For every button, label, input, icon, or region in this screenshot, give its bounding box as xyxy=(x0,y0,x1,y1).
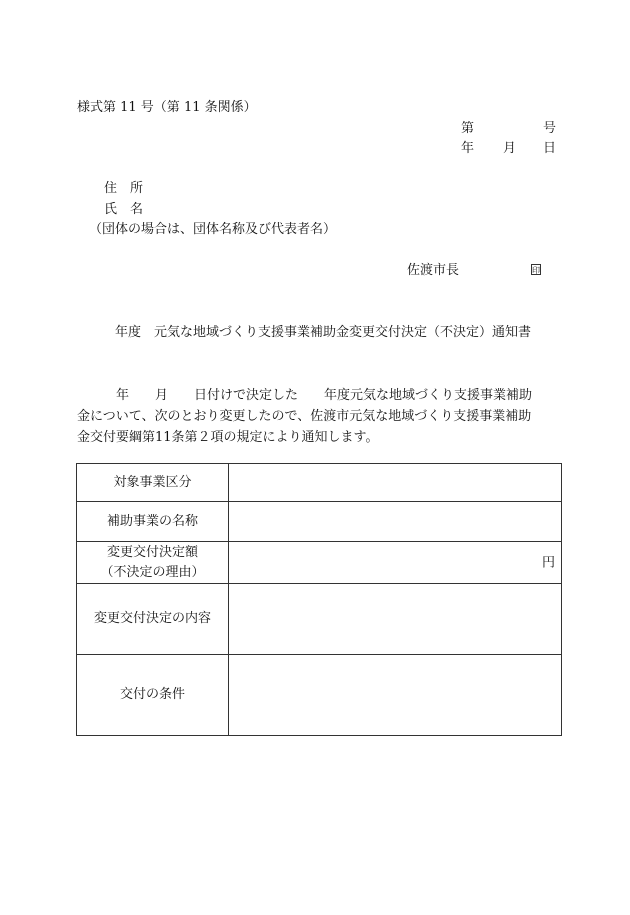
address-label: 住 所 xyxy=(104,181,144,196)
name-label: 氏 名 xyxy=(104,202,144,217)
grant-conditions-field[interactable] xyxy=(229,655,562,736)
project-category-label: 対象事業区分 xyxy=(77,464,229,502)
grant-conditions-label: 交付の条件 xyxy=(77,655,229,736)
seal-mark: 印 xyxy=(532,266,540,275)
body-line-1: 年 月 日付けで決定した 年度元気な地域づくり支援事業補助 xyxy=(77,388,533,403)
organization-note: （団体の場合は、団体名称及び代表者名） xyxy=(89,222,337,237)
date-day-label: 日 xyxy=(543,141,557,156)
body-line-3: 金交付要綱第11条第２項の規定により通知します。 xyxy=(77,430,379,445)
changed-amount-field[interactable] xyxy=(229,542,562,584)
changed-amount-label-line1: 変更交付決定額 xyxy=(106,544,198,560)
project-name-field[interactable] xyxy=(229,502,562,542)
info-table xyxy=(76,463,562,736)
document-number-prefix: 第 xyxy=(461,121,475,136)
notice-title: 年度 元気な地域づくり支援事業補助金変更交付決定（不決定）通知書 xyxy=(115,325,532,340)
form-number: 様式第 11 号（第 11 条関係） xyxy=(77,100,257,115)
body-text xyxy=(77,385,561,448)
changed-amount-label-line2: （不決定の理由） xyxy=(100,564,205,580)
table-row-project-name xyxy=(77,502,562,542)
date-month-label: 月 xyxy=(503,141,517,156)
change-details-label: 変更交付決定の内容 xyxy=(77,584,229,655)
project-name-label: 補助事業の名称 xyxy=(77,502,229,542)
table-row-change-details xyxy=(77,584,562,655)
document-number-suffix: 号 xyxy=(543,121,557,136)
project-category-field[interactable] xyxy=(229,464,562,502)
date-year-label: 年 xyxy=(461,141,475,156)
change-details-field[interactable] xyxy=(229,584,562,655)
table-row-changed-amount xyxy=(77,542,562,584)
yen-unit: 円 xyxy=(541,555,555,570)
table-row-project-category xyxy=(77,464,562,502)
table-row-grant-conditions xyxy=(77,655,562,736)
issuer-title: 佐渡市長 xyxy=(407,263,460,278)
body-line-2: 金について、次のとおり変更したので、佐渡市元気な地域づくり支援事業補助 xyxy=(77,409,532,424)
changed-amount-label xyxy=(77,542,229,584)
